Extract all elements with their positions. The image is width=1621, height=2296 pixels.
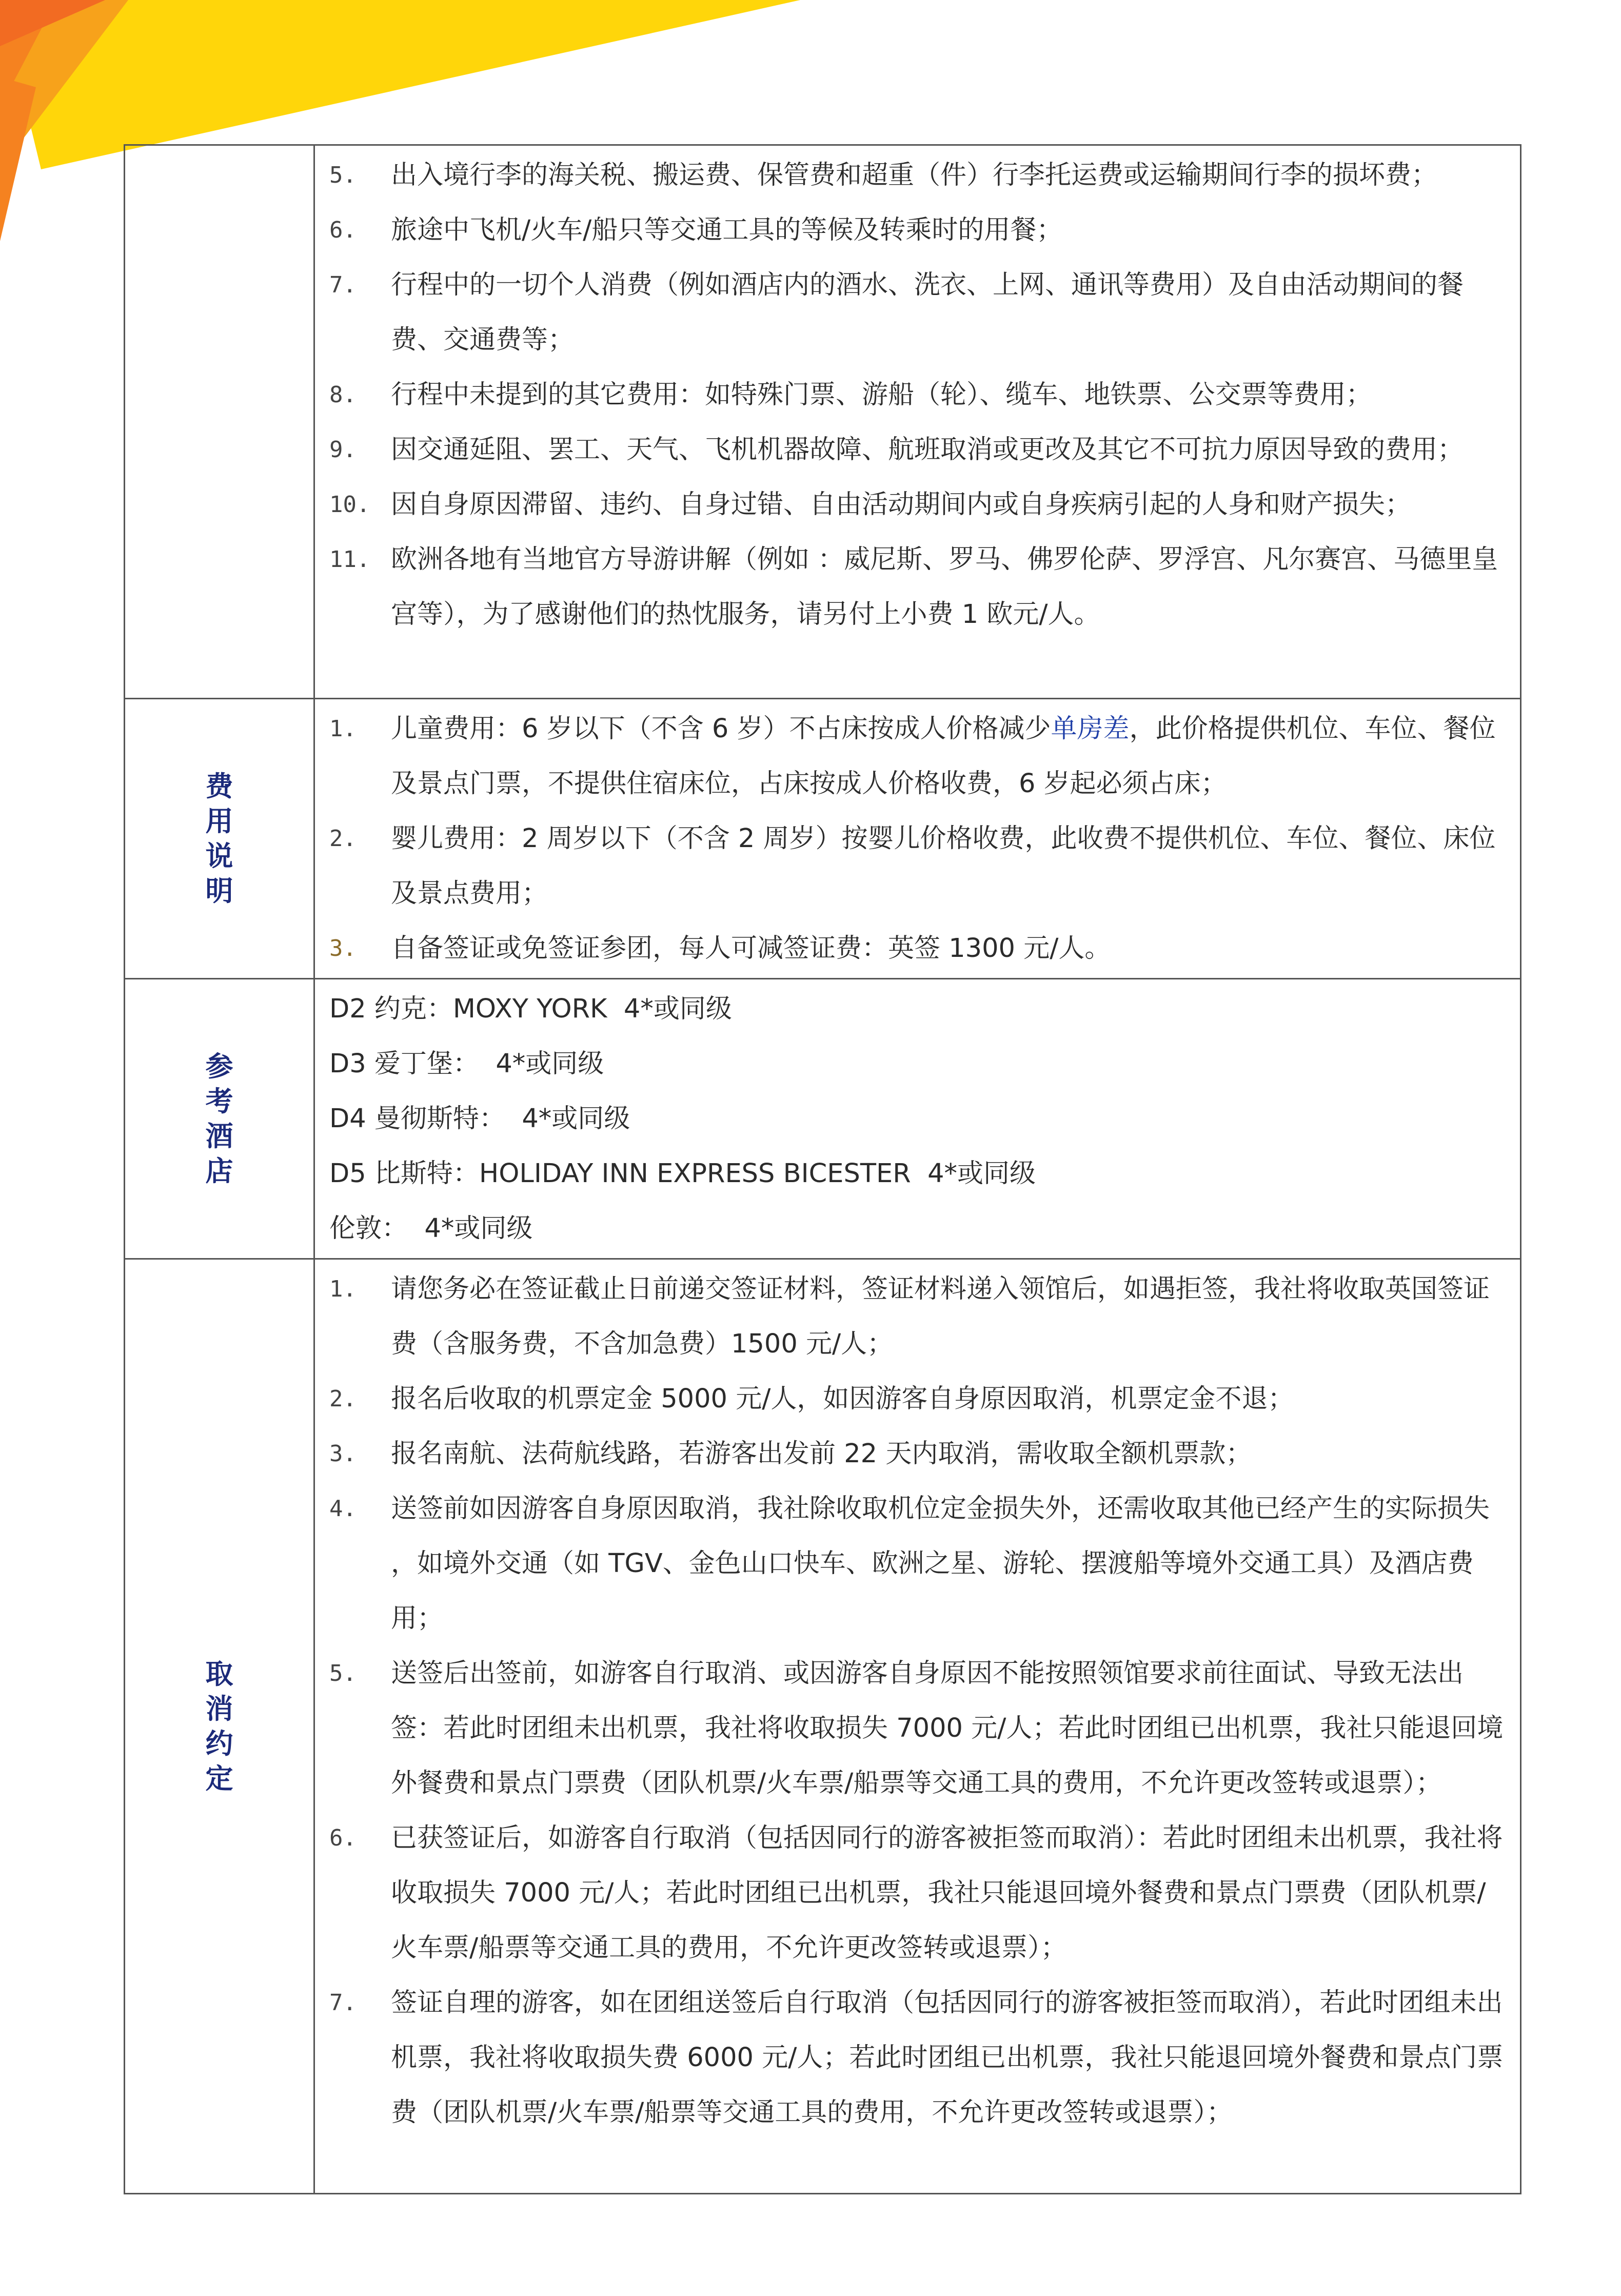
item-number: 3.: [329, 935, 357, 961]
item-text: 自备签证或免签证参团，每人可减签证费：英签 1300 元/人。: [391, 933, 1111, 964]
item-text-part: ，此价格提供机位、车位、餐位及景点门票，不提供住宿床位，占床按成人价格收费，6 岁起必须占床；: [391, 714, 1496, 799]
item-text: 报名后收取的机票定金 5000 元/人，如因游客自身原因取消，机票定金不退；: [391, 1384, 1294, 1414]
item-text: 签证自理的游客，如在团组送签后自行取消（包括因同行的游客被拒签而取消），若此时团组未出机票，我社将收取损失费 6000 元/人；若此时团组已出机票，我社只能退回境外餐费和景点门票费（团队机票/火车票/船票等交通工具的费用，不允许更改签转或退票）；: [391, 1988, 1504, 2128]
item-text: 请您务必在签证截止日前递交签证材料，签证材料递入领馆后，如遇拒签，我社将收取英国签证费（含服务费，不含加急费）1500 元/人；: [391, 1274, 1490, 1359]
item-number: 7.: [329, 1990, 357, 2016]
row-label-cell: [125, 699, 314, 979]
list-item: [329, 1646, 1506, 1811]
item-number: 9.: [329, 437, 357, 463]
hotel-line: D4 曼彻斯特： 4*或同级: [329, 1104, 630, 1134]
item-number: 4.: [329, 1496, 357, 1522]
item-number: 3.: [329, 1441, 357, 1467]
hotel-line: 伦敦： 4*或同级: [329, 1213, 533, 1244]
item-text: 出入境行李的海关税、搬运费、保管费和超重（件）行李托运费或运输期间行李的损坏费；: [391, 160, 1438, 190]
table-row: [125, 699, 1521, 979]
item-number: 11.: [329, 546, 370, 573]
list-item: [329, 422, 1506, 477]
item-number: 5.: [329, 1660, 357, 1686]
table-row: [125, 1259, 1521, 2194]
info-table: [124, 144, 1521, 2194]
list-item: [329, 811, 1506, 921]
row-label-cell: [125, 1259, 314, 2194]
item-number: 2.: [329, 1386, 357, 1412]
list-item: [329, 921, 1506, 976]
item-text: 送签后出签前，如游客自行取消、或因游客自身原因不能按照领馆要求前往面试、导致无法出签：若此时团组未出机票，我社将收取损失 7000 元/人；若此时团组已出机票，我社只能退回境外餐费和景点门票费（团队机票/火车票/船票等交通工具的费用，不允许更改签转或退票）；: [391, 1658, 1504, 1798]
item-text: 欧洲各地有当地官方导游讲解（例如 ：威尼斯、罗马、佛罗伦萨、罗浮宫、凡尔赛宫、马德里皇宫等），为了感谢他们的热忱服务，请另付上小费 1 欧元/人。: [391, 544, 1498, 630]
item-number: 8.: [329, 382, 357, 408]
item-text: 旅途中飞机/火车/船只等交通工具的等候及转乘时的用餐；: [391, 215, 1063, 245]
item-number: 2.: [329, 826, 357, 852]
fee-notes-content: [314, 699, 1521, 979]
item-number: 10.: [329, 492, 370, 518]
item-text: [391, 701, 1506, 811]
hotel-line: D5 比斯特：HOLIDAY INN EXPRESS BICESTER 4*或同级: [329, 1159, 1036, 1189]
list-item: [329, 1262, 1506, 1371]
item-number: 6.: [329, 1825, 357, 1851]
hotel-line: D2 约克：MOXY YORK 4*或同级: [329, 994, 732, 1024]
list-item: [329, 1481, 1506, 1646]
item-text: 因交通延阻、罢工、天气、飞机机器故障、航班取消或更改及其它不可抗力原因导致的费用；: [391, 435, 1464, 465]
list-item: [329, 1975, 1506, 2140]
exclusions-content: [314, 145, 1521, 699]
row-label-cancellation: 取消约定: [205, 1657, 233, 1795]
item-text: 已获签证后，如游客自行取消（包括因同行的游客被拒签而取消）：若此时团组未出机票，我社将收取损失 7000 元/人；若此时团组已出机票，我社只能退回境外餐费和景点门票费（团队机票/火车票/船票等交通工具的费用，不允许更改签转或退票）；: [391, 1823, 1503, 1963]
table-row: [125, 979, 1521, 1259]
item-number: 1.: [329, 1276, 357, 1302]
hotels-content: [314, 979, 1521, 1259]
highlighted-term: 单房差: [1051, 714, 1130, 744]
list-item: [329, 367, 1506, 422]
list-item: [329, 148, 1506, 203]
item-number: 1.: [329, 716, 357, 742]
list-item: [329, 1371, 1506, 1426]
item-text: 婴儿费用：2 周岁以下（不含 2 周岁）按婴儿价格收费，此收费不提供机位、车位、餐位、床位及景点费用；: [391, 823, 1496, 909]
item-number: 5.: [329, 162, 357, 188]
item-text: 行程中的一切个人消费（例如酒店内的酒水、洗衣、上网、通讯等费用）及自由活动期间的餐费、交通费等；: [391, 270, 1464, 355]
list-item: [329, 1811, 1506, 1975]
list-item: [329, 258, 1506, 367]
row-label-cell: [125, 145, 314, 699]
item-text-part: 儿童费用：6 岁以下（不含 6 岁）不占床按成人价格减少: [391, 714, 1051, 744]
item-number: 6.: [329, 217, 357, 243]
hotel-line: D3 爱丁堡： 4*或同级: [329, 1049, 604, 1079]
row-label-fee-notes: 费用说明: [205, 770, 233, 907]
item-text: 因自身原因滞留、违约、自身过错、自由活动期间内或自身疾病引起的人身和财产损失；: [391, 489, 1412, 520]
item-text: 行程中未提到的其它费用：如特殊门票、游船（轮）、缆车、地铁票、公交票等费用；: [391, 380, 1372, 410]
list-item: [329, 477, 1506, 532]
list-item: [329, 532, 1506, 642]
item-number: 7.: [329, 272, 357, 298]
item-text: 报名南航、法荷航线路，若游客出发前 22 天内取消，需收取全额机票款；: [391, 1439, 1252, 1469]
row-label-cell: [125, 979, 314, 1259]
table-row: [125, 145, 1521, 699]
list-item: [329, 1426, 1506, 1481]
row-label-hotels: 参考酒店: [205, 1050, 233, 1187]
item-text: 送签前如因游客自身原因取消，我社除收取机位定金损失外，还需收取其他已经产生的实际损失 ，如境外交通（如 TGV、金色山口快车、欧洲之星、游轮、摆渡船等境外交通工具）及酒店费用；: [391, 1494, 1490, 1634]
list-item: [329, 203, 1506, 258]
cancellation-content: [314, 1259, 1521, 2194]
list-item: [329, 701, 1506, 811]
